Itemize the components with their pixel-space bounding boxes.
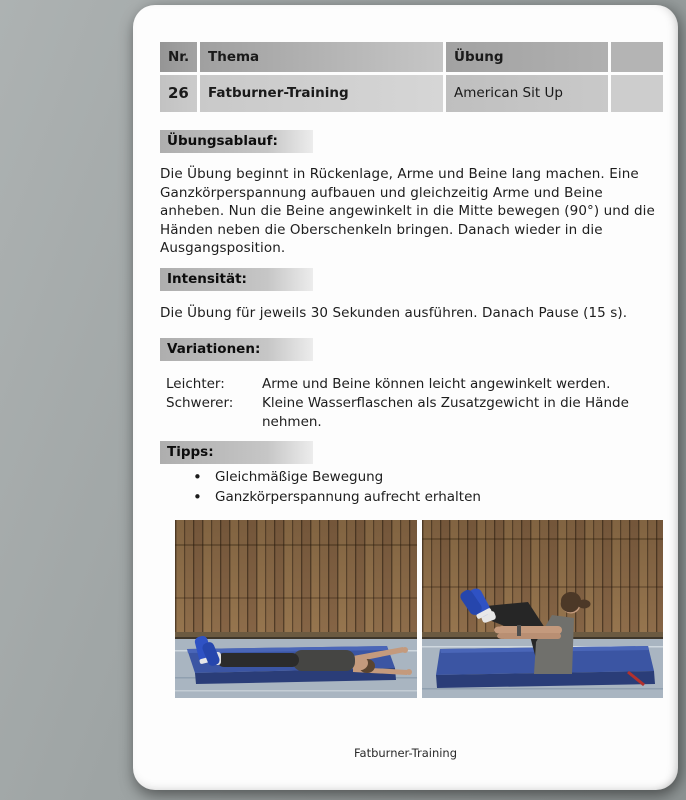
table-header-spacer: [611, 42, 663, 72]
table-header-thema: Thema: [200, 42, 443, 72]
exercise-table: [160, 42, 663, 112]
table-cell-thema: Fatburner-Training: [200, 75, 443, 112]
variation-text-schwerer: Kleine Wasserflaschen als Zusatzgewicht in die Hände nehmen.: [262, 394, 629, 430]
section-heading-uebungsablauf: Übungsablauf:: [160, 130, 313, 153]
photo-start-position: [175, 520, 417, 698]
table-header-nr: Nr.: [160, 42, 197, 72]
exercise-photos: [175, 520, 664, 698]
variation-label-leichter: Leichter:: [166, 375, 225, 392]
variations-block: [160, 375, 664, 432]
section-heading-intensitaet: Intensität:: [160, 268, 313, 291]
tip-item: • Gleichmäßige Bewegung: [215, 467, 664, 487]
tips-list: [160, 467, 664, 507]
exercise-card: [133, 5, 678, 790]
variation-label-schwerer: Schwerer:: [166, 394, 234, 411]
uebungsablauf-text: Die Übung beginnt in Rückenlage, Arme und Beine lang machen. Eine Ganzkörperspannung aufbauen und gleichzeitig Arme und Beine anheben. Nun die Beine angewinkelt in die Mitte bewegen (90°) und die Händen neben die Oberschenkeln bringen. Danach wieder in die Ausgangsposition.: [160, 166, 655, 257]
table-cell-spacer: [611, 75, 663, 112]
table-cell-uebung: American Sit Up: [446, 75, 608, 112]
intensitaet-text: Die Übung für jeweils 30 Sekunden ausführen. Danach Pause (15 s).: [160, 304, 628, 321]
document-body: [160, 130, 664, 698]
footer-title: Fatburner-Training: [353, 746, 458, 760]
photo-situp-position: [422, 520, 663, 698]
section-heading-variationen: Variationen:: [160, 338, 313, 361]
table-header-uebung: Übung: [446, 42, 608, 72]
tip-item: • Ganzkörperspannung aufrecht erhalten: [215, 487, 664, 507]
section-heading-tipps: Tipps:: [160, 441, 313, 464]
variation-text-leichter: Arme und Beine können leicht angewinkelt werden.: [262, 375, 611, 392]
table-cell-number: 26: [160, 75, 197, 112]
